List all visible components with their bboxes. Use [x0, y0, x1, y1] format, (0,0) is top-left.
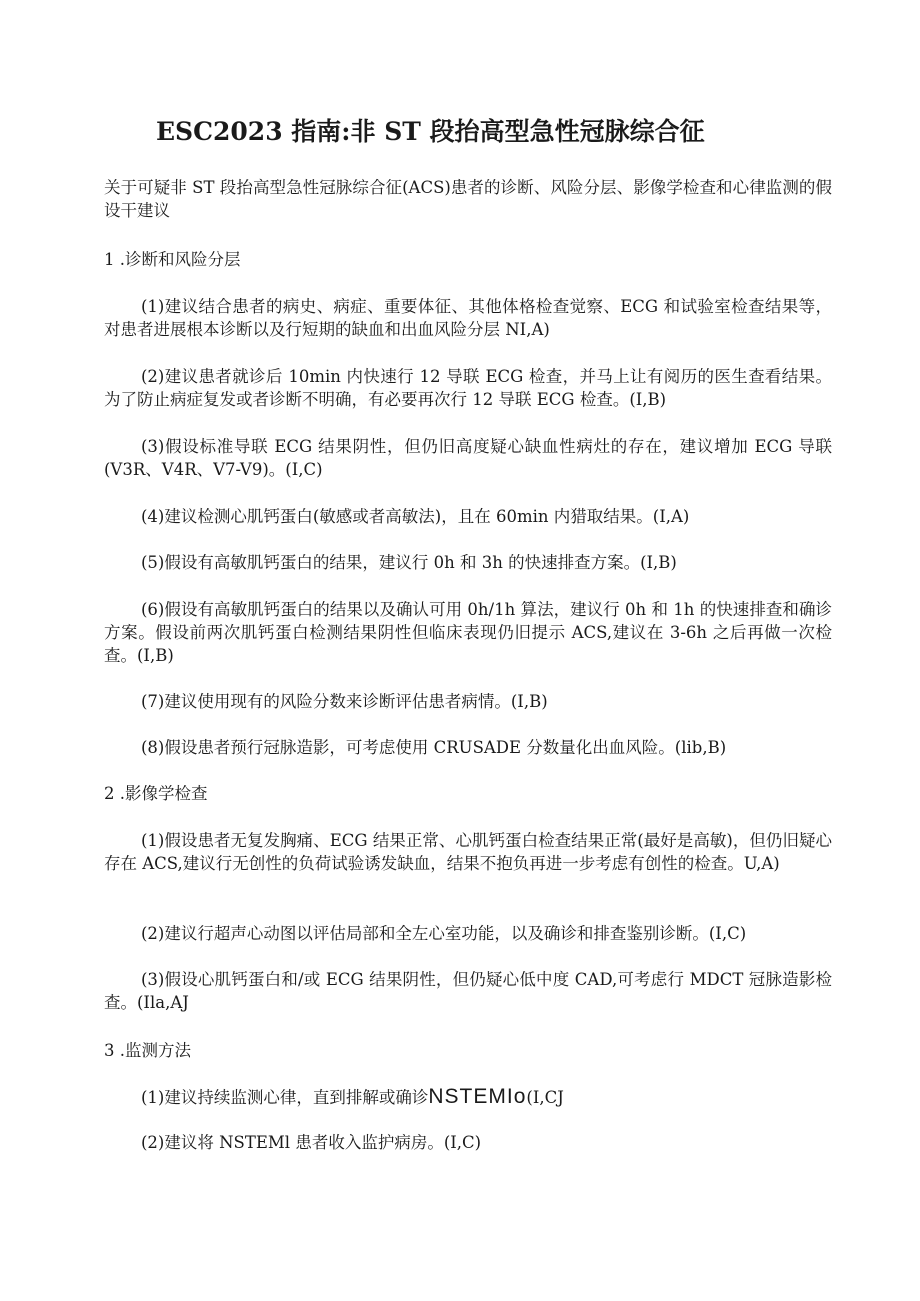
- monitoring-item-1-suffix: (I,CJ: [526, 1088, 564, 1107]
- imaging-item-2: (2)建议行超声心动图以评估局部和全左心室功能，以及确诊和排查鉴别诊断。(I,C): [141, 924, 747, 943]
- document-title: ESC2023 指南:非 ST 段抬高型急性冠脉综合征: [156, 117, 705, 146]
- monitoring-item-1-emphasis: NSTEMIo: [428, 1085, 527, 1108]
- monitoring-item-1: [104, 1085, 832, 1109]
- diagnosis-item-7: (7)建议使用现有的风险分数来诊断评估患者病情。(I,B): [141, 692, 548, 711]
- diagnosis-item-8: (8)假设患者预行冠脉造影，可考虑使用 CRUSADE 分数量化出血风险。(lib,B): [141, 738, 727, 757]
- imaging-item-1: (1)假设患者无复发胸痛、ECG 结果正常、心肌钙蛋白检查结果正常(最好是高敏)，但仍旧疑心存在 ACS,建议行无创性的负荷试验诱发缺血，结果不抱负再进一步考虑有创性的检查。U,A): [104, 831, 832, 873]
- diagnosis-item-6: (6)假设有高敏肌钙蛋白的结果以及确认可用 0h/1h 算法，建议行 0h 和 1h 的快速排查和确诊方案。假设前两次肌钙蛋白检测结果阴性但临床表现仍旧提示 ACS,建议在 3-6h 之后再做一次检查。(I,B): [104, 600, 832, 665]
- diagnosis-item-3: (3)假设标准导联 ECG 结果阴性，但仍旧高度疑心缺血性病灶的存在，建议增加 ECG 导联(V3R、V4R、V7-V9)。(I,C): [104, 437, 832, 479]
- section-heading-imaging: 2 .影像学检查: [104, 784, 208, 803]
- monitoring-item-2: (2)建议将 NSTEMl 患者收入监护病房。(I,C): [141, 1133, 482, 1152]
- diagnosis-item-4: (4)建议检测心肌钙蛋白(敏感或者高敏法)，且在 60min 内猎取结果。(I,A): [141, 507, 690, 526]
- section-heading-monitoring: 3 .监测方法: [104, 1041, 191, 1060]
- diagnosis-item-1: (1)建议结合患者的病史、病症、重要体征、其他体格检查觉察、ECG 和试验室检查结果等，对患者进展根本诊断以及行短期的缺血和出血风险分层 NI,A): [104, 297, 832, 339]
- diagnosis-item-2: (2)建议患者就诊后 10min 内快速行 12 导联 ECG 检查，并马上让有阅历的医生查看结果。为了防止病症复发或者诊断不明确，有必要再次行 12 导联 ECG 检查。(I,B): [104, 367, 832, 409]
- imaging-item-3: (3)假设心肌钙蛋白和/或 ECG 结果阴性，但仍疑心低中度 CAD,可考虑行 MDCT 冠脉造影检查。(Ila,AJ: [104, 970, 832, 1012]
- diagnosis-item-5: (5)假设有高敏肌钙蛋白的结果，建议行 0h 和 3h 的快速排查方案。(I,B): [141, 553, 677, 572]
- intro-paragraph: 关于可疑非 ST 段抬高型急性冠脉综合征(ACS)患者的诊断、风险分层、影像学检查和心律监测的假设干建议: [104, 178, 832, 220]
- monitoring-item-1-text: (1)建议持续监测心律，直到排解或确诊: [141, 1088, 429, 1107]
- section-heading-diagnosis: 1 .诊断和风险分层: [104, 250, 241, 269]
